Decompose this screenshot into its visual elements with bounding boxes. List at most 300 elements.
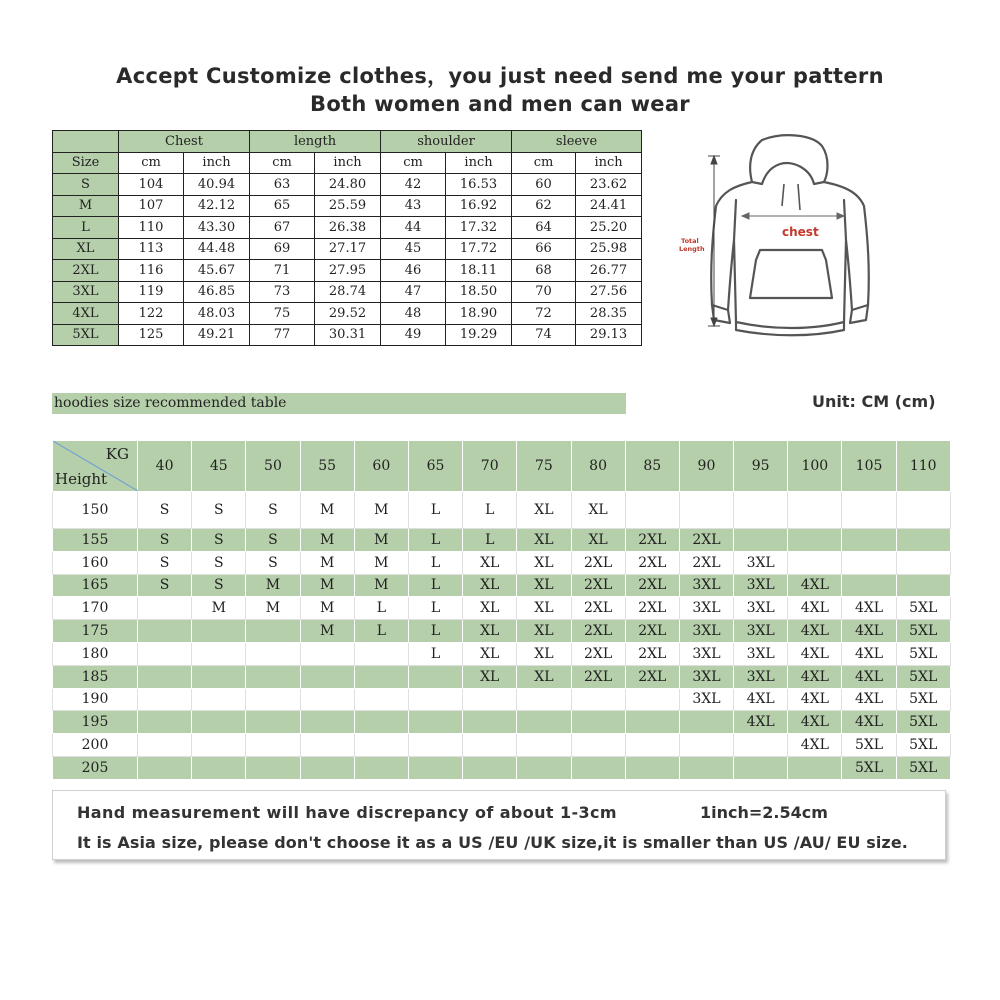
recommended-size-cell: 4XL	[842, 711, 896, 734]
headline-unisex: Both women and men can wear	[310, 92, 690, 116]
recommended-size-cell	[625, 734, 679, 757]
size-unit-header-row	[53, 152, 642, 174]
recommended-size-cell	[734, 529, 788, 552]
height-cell: 175	[53, 620, 138, 643]
kg-height-corner	[53, 441, 138, 492]
measurement-cell: 49.21	[184, 324, 250, 346]
size-name-cell: 3XL	[53, 281, 119, 303]
measurement-cell: 44.48	[184, 238, 250, 260]
note-inch-conversion: 1inch=2.54cm	[700, 803, 828, 822]
measurement-cell: 49	[381, 324, 446, 346]
measurement-cell: 68	[512, 260, 576, 282]
recommended-size-cell: 2XL	[625, 597, 679, 620]
total-length-label-line1: Total	[681, 237, 699, 245]
weight-header-cell: 70	[463, 441, 517, 492]
measurement-cell: 45.67	[184, 260, 250, 282]
recommended-size-cell	[679, 734, 733, 757]
kg-label: KG	[105, 445, 129, 463]
recommended-size-cell	[571, 734, 625, 757]
recommended-size-cell	[842, 574, 896, 597]
recommended-size-cell	[246, 665, 300, 688]
size-row	[53, 260, 642, 282]
measurement-cell: 29.13	[576, 324, 642, 346]
recommended-size-cell: 5XL	[896, 642, 950, 665]
recommended-size-cell	[625, 711, 679, 734]
weight-header-cell: 50	[246, 441, 300, 492]
unit-inch: inch	[184, 152, 250, 174]
recommended-size-cell: S	[138, 574, 192, 597]
recommended-size-cell: XL	[571, 529, 625, 552]
measurement-cell: 27.56	[576, 281, 642, 303]
recommended-size-cell: 5XL	[896, 711, 950, 734]
height-row	[53, 642, 951, 665]
recommended-size-cell: 2XL	[571, 642, 625, 665]
measurement-cell: 43.30	[184, 217, 250, 239]
measurement-cell: 65	[250, 195, 315, 217]
height-row	[53, 734, 951, 757]
weight-header-cell: 45	[192, 441, 246, 492]
chest-label: chest	[782, 225, 819, 239]
height-cell: 170	[53, 597, 138, 620]
measurement-cell: 30.31	[315, 324, 381, 346]
size-name-cell: S	[53, 174, 119, 196]
measurement-cell: 18.50	[446, 281, 512, 303]
weight-header-cell: 80	[571, 441, 625, 492]
measurement-cell: 122	[119, 303, 184, 325]
recommended-size-cell: 4XL	[842, 620, 896, 643]
recommended-size-cell: 4XL	[788, 620, 842, 643]
group-chest: Chest	[119, 131, 250, 153]
recommended-size-cell: 4XL	[788, 711, 842, 734]
recommended-size-cell	[300, 734, 354, 757]
recommended-size-cell	[517, 688, 571, 711]
recommended-size-cell: 5XL	[842, 734, 896, 757]
recommended-size-cell	[408, 734, 462, 757]
recommended-size-cell: 2XL	[625, 665, 679, 688]
recommended-size-cell: L	[408, 642, 462, 665]
recommended-size-cell	[463, 688, 517, 711]
height-row	[53, 756, 951, 779]
measurement-cell: 110	[119, 217, 184, 239]
size-name-cell: 5XL	[53, 324, 119, 346]
measurement-cell: 116	[119, 260, 184, 282]
recommended-size-cell: 2XL	[571, 620, 625, 643]
recommended-size-cell	[192, 642, 246, 665]
measurement-cell: 26.77	[576, 260, 642, 282]
recommended-size-cell: 3XL	[734, 620, 788, 643]
measurement-cell: 46	[381, 260, 446, 282]
recommended-size-cell: 2XL	[571, 665, 625, 688]
height-row	[53, 688, 951, 711]
measurement-cell: 47	[381, 281, 446, 303]
recommended-size-cell	[517, 711, 571, 734]
measurement-cell: 44	[381, 217, 446, 239]
group-length: length	[250, 131, 381, 153]
size-recommendation-table	[52, 440, 951, 780]
weight-header-cell: 110	[896, 441, 950, 492]
recommended-size-cell: M	[246, 597, 300, 620]
recommended-size-cell	[138, 711, 192, 734]
recommended-size-cell: XL	[571, 492, 625, 529]
note-discrepancy: Hand measurement will have discrepancy of about 1-3cm	[77, 803, 618, 822]
measurement-cell: 18.90	[446, 303, 512, 325]
recommended-size-cell	[246, 688, 300, 711]
recommended-size-cell	[788, 529, 842, 552]
recommended-size-cell: S	[192, 492, 246, 529]
recommended-size-cell	[354, 711, 408, 734]
recommended-size-cell: M	[300, 620, 354, 643]
recommended-size-cell: 3XL	[679, 665, 733, 688]
weight-header-cell: 105	[842, 441, 896, 492]
measurement-cell: 42.12	[184, 195, 250, 217]
recommended-size-cell: 5XL	[896, 620, 950, 643]
recommended-size-cell	[463, 711, 517, 734]
recommended-size-cell: 5XL	[896, 597, 950, 620]
recommended-size-cell: M	[300, 597, 354, 620]
recommended-size-cell: 2XL	[625, 642, 679, 665]
recommended-size-cell	[408, 756, 462, 779]
recommended-size-cell	[625, 492, 679, 529]
weight-header-cell: 65	[408, 441, 462, 492]
size-row	[53, 174, 642, 196]
note-asia-size: It is Asia size, please don't choose it as a US /EU /UK size,it is smaller than US /AU/ EU size.	[77, 833, 908, 852]
size-group-header-row	[53, 131, 642, 153]
measurement-cell: 71	[250, 260, 315, 282]
recommended-size-cell	[679, 711, 733, 734]
recommendation-table-body	[53, 441, 951, 780]
measurement-cell: 62	[512, 195, 576, 217]
size-row	[53, 281, 642, 303]
size-table-body	[53, 131, 642, 346]
recommended-size-cell: 2XL	[571, 574, 625, 597]
recommended-size-cell: L	[408, 597, 462, 620]
recommended-size-cell: 5XL	[896, 665, 950, 688]
measurement-cell: 119	[119, 281, 184, 303]
headline-customize: Accept Customize clothes，you just need send me your pattern	[116, 64, 884, 88]
recommended-size-cell: S	[138, 551, 192, 574]
recommended-size-cell: 5XL	[896, 756, 950, 779]
measurement-cell: 113	[119, 238, 184, 260]
recommended-size-cell	[896, 529, 950, 552]
recommended-size-cell: L	[354, 620, 408, 643]
recommended-size-cell: 4XL	[788, 574, 842, 597]
recommended-size-cell	[354, 665, 408, 688]
recommended-size-cell: 4XL	[788, 688, 842, 711]
recommended-size-cell: 3XL	[679, 642, 733, 665]
height-cell: 195	[53, 711, 138, 734]
recommended-size-cell	[517, 756, 571, 779]
recommended-size-cell: 4XL	[842, 665, 896, 688]
unit-cm: cm	[381, 152, 446, 174]
recommended-size-cell: M	[246, 574, 300, 597]
measurement-cell: 73	[250, 281, 315, 303]
recommended-size-cell: S	[246, 492, 300, 529]
recommended-size-cell: 3XL	[679, 574, 733, 597]
size-name-cell: XL	[53, 238, 119, 260]
measurement-cell: 18.11	[446, 260, 512, 282]
measurement-cell: 45	[381, 238, 446, 260]
recommended-size-cell	[138, 642, 192, 665]
recommended-size-cell: XL	[463, 574, 517, 597]
size-name-cell: M	[53, 195, 119, 217]
recommended-size-cell: 2XL	[625, 574, 679, 597]
recommended-size-cell: S	[192, 529, 246, 552]
recommended-size-cell	[896, 551, 950, 574]
recommended-size-cell: 5XL	[896, 734, 950, 757]
recommended-size-cell: S	[192, 551, 246, 574]
unit-inch: inch	[576, 152, 642, 174]
size-measurement-table	[52, 130, 642, 346]
recommended-size-cell: 4XL	[734, 688, 788, 711]
size-column-label: Size	[53, 152, 119, 174]
size-row	[53, 238, 642, 260]
height-cell: 155	[53, 529, 138, 552]
recommended-size-cell	[300, 688, 354, 711]
recommended-size-cell: XL	[517, 620, 571, 643]
size-name-cell: L	[53, 217, 119, 239]
recommended-size-cell: 3XL	[734, 665, 788, 688]
recommended-size-cell: L	[408, 551, 462, 574]
recommended-size-cell	[571, 756, 625, 779]
recommended-size-cell	[896, 492, 950, 529]
height-cell: 150	[53, 492, 138, 529]
recommended-size-cell	[354, 642, 408, 665]
recommended-size-cell: 4XL	[842, 642, 896, 665]
group-sleeve: sleeve	[512, 131, 642, 153]
measurement-cell: 28.35	[576, 303, 642, 325]
recommended-size-cell: L	[408, 574, 462, 597]
recommended-size-cell: 5XL	[896, 688, 950, 711]
measurement-cell: 29.52	[315, 303, 381, 325]
recommended-size-cell: 2XL	[571, 551, 625, 574]
measurement-cell: 46.85	[184, 281, 250, 303]
recommended-size-cell	[842, 551, 896, 574]
recommended-size-cell: L	[408, 529, 462, 552]
measurement-cell: 24.80	[315, 174, 381, 196]
recommended-size-cell	[300, 756, 354, 779]
recommended-size-cell	[246, 642, 300, 665]
unit-inch: inch	[446, 152, 512, 174]
measurement-cell: 25.98	[576, 238, 642, 260]
recommended-size-cell: M	[300, 574, 354, 597]
recommended-size-cell	[734, 492, 788, 529]
recommended-size-cell: 2XL	[571, 597, 625, 620]
measurement-cell: 60	[512, 174, 576, 196]
measurement-cell: 23.62	[576, 174, 642, 196]
recommended-size-cell: 4XL	[788, 642, 842, 665]
measurement-cell: 16.92	[446, 195, 512, 217]
measurement-cell: 75	[250, 303, 315, 325]
blank-corner-cell	[53, 131, 119, 153]
recommended-size-cell	[246, 756, 300, 779]
recommended-size-cell	[734, 756, 788, 779]
unit-cm: cm	[119, 152, 184, 174]
measurement-cell: 63	[250, 174, 315, 196]
measurement-cell: 48	[381, 303, 446, 325]
recommended-size-cell: XL	[463, 620, 517, 643]
recommended-size-cell: 4XL	[788, 597, 842, 620]
recommended-size-cell: M	[300, 551, 354, 574]
recommended-size-cell: 5XL	[842, 756, 896, 779]
recommended-size-cell: M	[300, 529, 354, 552]
recommended-size-cell: L	[408, 492, 462, 529]
measurement-cell: 25.59	[315, 195, 381, 217]
recommended-size-cell: XL	[463, 665, 517, 688]
recommended-size-cell	[734, 734, 788, 757]
measurement-cell: 26.38	[315, 217, 381, 239]
recommended-size-cell	[463, 734, 517, 757]
measurement-cell: 104	[119, 174, 184, 196]
height-cell: 205	[53, 756, 138, 779]
size-row	[53, 217, 642, 239]
recommended-size-cell: 3XL	[679, 688, 733, 711]
size-row	[53, 303, 642, 325]
height-row	[53, 492, 951, 529]
height-cell: 160	[53, 551, 138, 574]
weight-header-cell: 60	[354, 441, 408, 492]
recommended-size-cell	[788, 756, 842, 779]
recommended-size-cell	[354, 688, 408, 711]
height-cell: 185	[53, 665, 138, 688]
recommended-size-cell: XL	[463, 597, 517, 620]
measurement-cell: 64	[512, 217, 576, 239]
height-row	[53, 551, 951, 574]
recommended-size-cell: XL	[463, 551, 517, 574]
recommended-size-cell	[625, 756, 679, 779]
recommended-size-cell	[788, 551, 842, 574]
weight-header-cell: 100	[788, 441, 842, 492]
size-row	[53, 195, 642, 217]
recommended-size-cell	[788, 492, 842, 529]
recommended-size-cell: 3XL	[734, 551, 788, 574]
height-row	[53, 665, 951, 688]
recommended-size-cell: XL	[517, 551, 571, 574]
recommended-size-cell: M	[354, 492, 408, 529]
recommended-size-cell: XL	[517, 665, 571, 688]
recommended-size-cell	[300, 711, 354, 734]
recommended-size-cell	[138, 734, 192, 757]
measurement-cell: 67	[250, 217, 315, 239]
measurement-cell: 125	[119, 324, 184, 346]
notes-box	[52, 790, 946, 860]
total-length-label-line2: Length	[679, 245, 705, 253]
height-row	[53, 711, 951, 734]
unit-cm: cm	[250, 152, 315, 174]
measurement-cell: 17.32	[446, 217, 512, 239]
measurement-cell: 69	[250, 238, 315, 260]
recommended-size-cell: 2XL	[679, 529, 733, 552]
unit-label: Unit: CM (cm)	[812, 392, 936, 411]
measurement-cell: 77	[250, 324, 315, 346]
recommended-size-cell	[517, 734, 571, 757]
recommended-size-cell: XL	[517, 597, 571, 620]
recommended-size-cell: L	[463, 529, 517, 552]
recommended-size-cell	[408, 665, 462, 688]
recommended-size-cell: L	[408, 620, 462, 643]
height-row	[53, 574, 951, 597]
recommended-size-cell	[463, 756, 517, 779]
recommended-size-cell: 4XL	[788, 734, 842, 757]
recommended-size-cell: 4XL	[842, 597, 896, 620]
recommended-size-cell	[571, 688, 625, 711]
recommended-size-cell	[842, 492, 896, 529]
recommended-size-cell	[625, 688, 679, 711]
recommended-size-cell	[192, 711, 246, 734]
measurement-cell: 72	[512, 303, 576, 325]
unit-cm: cm	[512, 152, 576, 174]
recommended-size-cell: 3XL	[734, 574, 788, 597]
recommended-size-cell: 3XL	[679, 597, 733, 620]
recommended-size-cell	[138, 665, 192, 688]
height-row	[53, 597, 951, 620]
weight-header-cell: 55	[300, 441, 354, 492]
size-row	[53, 324, 642, 346]
weight-header-cell: 75	[517, 441, 571, 492]
unit-inch: inch	[315, 152, 381, 174]
recommended-size-cell	[679, 492, 733, 529]
recommended-size-cell	[246, 734, 300, 757]
recommended-size-cell	[354, 734, 408, 757]
measurement-cell: 74	[512, 324, 576, 346]
recommended-size-cell	[408, 688, 462, 711]
recommended-size-cell: 3XL	[734, 597, 788, 620]
recommended-size-cell: 2XL	[625, 551, 679, 574]
height-row	[53, 620, 951, 643]
recommended-size-cell: 4XL	[788, 665, 842, 688]
recommended-size-cell: XL	[517, 529, 571, 552]
recommended-size-cell	[300, 665, 354, 688]
measurement-cell: 70	[512, 281, 576, 303]
height-cell: 165	[53, 574, 138, 597]
recommended-size-cell	[246, 711, 300, 734]
hoodie-diagram-icon	[672, 130, 892, 345]
size-name-cell: 2XL	[53, 260, 119, 282]
recommended-size-cell	[138, 688, 192, 711]
recommended-size-cell: L	[463, 492, 517, 529]
recommended-size-cell	[192, 756, 246, 779]
measurement-cell: 19.29	[446, 324, 512, 346]
recommended-size-cell	[246, 620, 300, 643]
weight-header-cell: 90	[679, 441, 733, 492]
weight-header-cell: 95	[734, 441, 788, 492]
recommended-size-cell: XL	[517, 642, 571, 665]
measurement-cell: 27.17	[315, 238, 381, 260]
recommended-size-cell: L	[354, 597, 408, 620]
measurement-cell: 24.41	[576, 195, 642, 217]
measurement-cell: 66	[512, 238, 576, 260]
recommended-size-cell	[896, 574, 950, 597]
recommended-table-title: hoodies size recommended table	[52, 393, 626, 414]
recommended-size-cell	[138, 597, 192, 620]
recommended-size-cell: S	[246, 529, 300, 552]
recommended-size-cell: M	[354, 574, 408, 597]
recommended-size-cell	[192, 734, 246, 757]
recommended-size-cell	[408, 711, 462, 734]
weight-header-cell: 85	[625, 441, 679, 492]
height-cell: 190	[53, 688, 138, 711]
measurement-cell: 28.74	[315, 281, 381, 303]
recommended-size-cell: 2XL	[625, 620, 679, 643]
recommended-size-cell: S	[138, 492, 192, 529]
recommended-size-cell: XL	[463, 642, 517, 665]
measurement-cell: 27.95	[315, 260, 381, 282]
recommended-size-cell: S	[192, 574, 246, 597]
recommended-size-cell	[192, 665, 246, 688]
recommended-size-cell: 4XL	[842, 688, 896, 711]
recommended-size-cell: S	[246, 551, 300, 574]
recommended-size-cell	[138, 756, 192, 779]
recommended-size-cell: XL	[517, 574, 571, 597]
